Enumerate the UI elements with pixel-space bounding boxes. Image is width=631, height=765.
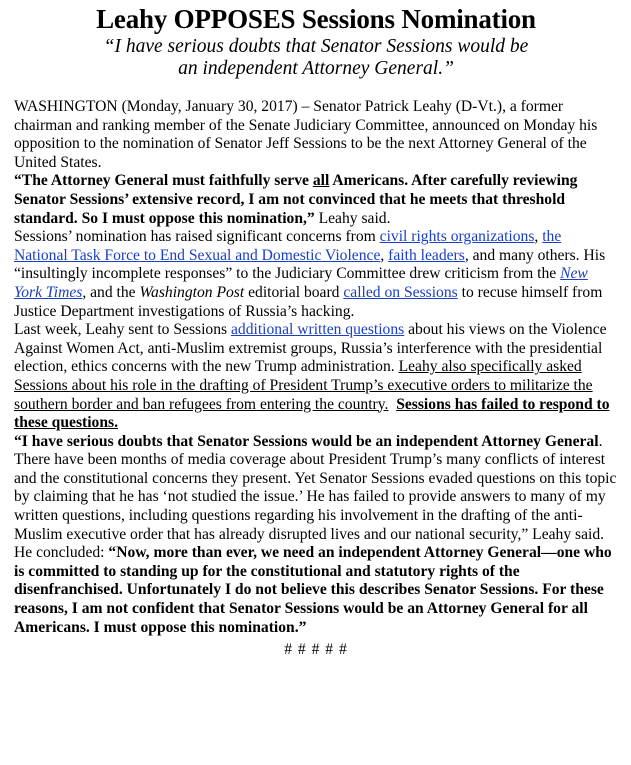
conclusion-quote-bold: “Now, more than ever, we need an independent Attorney General—one who is committed to standing up for the constitutional and statutory rights of the disenfranchised. Unfortunately I do not believe this describes Senator Sessions. For these reasons, I am not confident that Senator Sessions would be an Attorney General for all Americans. I must oppose this nomination.” xyxy=(14,544,612,636)
link-additional-written-questions[interactable]: additional written questions xyxy=(230,321,405,339)
link-faith-leaders[interactable]: faith leaders xyxy=(388,246,465,264)
link-new-york-times[interactable]: New York Times xyxy=(14,265,588,301)
leahy-quote-paragraph: “The Attorney General must faithfully serve all Americans. After carefully reviewing Senator Sessions’ extensive record, I am not convinced that he meets that threshold standard. So I must oppose this nomination,” Leahy said. xyxy=(14,172,578,227)
link-called-on-sessions[interactable]: called on Sessions xyxy=(343,283,458,301)
end-mark: # # # # # xyxy=(284,641,348,659)
emphasis-all: all xyxy=(312,172,330,190)
subtitle-quote xyxy=(14,36,618,80)
serious-doubts-paragraph: “I have serious doubts that Senator Sessions would be an independent Attorney General. There have been months of media coverage about President Trump’s many conflicts of interest and the constitutional concerns they present. Yet Senator Sessions evaded questions on this topic by claiming that he has ‘not studied the issue.’ He has failed to provide answers to many of my written questions, including questions regarding his involvement in the drafting of the anti-Muslim executive order that has already disrupted lives and our national security,” Leahy said. xyxy=(14,432,617,543)
washington-post-title: Washington Post xyxy=(139,283,245,301)
concerns-paragraph: Sessions’ nomination has raised significant concerns from civil rights organizations, the National Task Force to End Sexual and Domestic Violence, faith leaders, and many others. His “insultingly incomplete responses” to the Judiciary Committee drew criticism from the New York Times, and the Washington Post editorial board called on Sessions to recuse himself from Justice Department investigations of Russia’s hacking. xyxy=(14,228,606,320)
link-civil-rights-organizations[interactable]: civil rights organizations xyxy=(379,228,535,246)
subtitle-line-2: an independent Attorney General.” xyxy=(178,58,454,79)
dateline-paragraph: WASHINGTON (Monday, January 30, 2017) – Senator Patrick Leahy (D-Vt.), a former chairman and ranking member of the Senate Judiciary Committee, announced on Monday his opposition to the nomination of Senator Jeff Sessions to be the next Attorney General of the United States. xyxy=(14,98,598,171)
written-questions-paragraph: Last week, Leahy sent to Sessions additional written questions about his views on the Violence Against Women Act, anti-Muslim extremist groups, Russia’s interference with the presidential election, ethics concerns with the new Trump administration. Leahy also specifically asked Sessions about his role in the drafting of President Trump’s executive orders to militarize the southern border and ban refugees from entering the country. Sessions has failed to respond to these questions. xyxy=(14,321,610,432)
page-title: Leahy OPPOSES Sessions Nomination xyxy=(96,4,536,34)
leahy-quote-bold: “The Attorney General must faithfully serve all Americans. After carefully reviewing Senator Sessions’ extensive record, I am not convinced that he meets that threshold standard. So I must oppose this nomination,” xyxy=(14,172,578,227)
failed-to-respond-sentence: Sessions has failed to respond to these questions. xyxy=(14,395,610,432)
executive-orders-sentence: Leahy also specifically asked Sessions about his role in the drafting of President Trump’s executive orders to militarize the southern border and ban refugees from entering the country. xyxy=(14,358,593,413)
serious-doubts-bold: “I have serious doubts that Senator Sessions would be an independent Attorney General xyxy=(14,432,599,450)
release-body xyxy=(14,98,618,660)
subtitle-line-1: “I have serious doubts that Senator Sessions would be xyxy=(103,36,529,57)
conclusion-paragraph: He concluded: “Now, more than ever, we need an independent Attorney General—one who is committed to standing up for the constitutional and statutory rights of the disenfranchised. Unfortunately I do not believe this describes Senator Sessions. For these reasons, I am not confident that Senator Sessions would be an Attorney General for all Americans. I must oppose this nomination.” xyxy=(14,544,612,636)
link-national-task-force[interactable]: the National Task Force to End Sexual and Domestic Violence xyxy=(14,228,562,264)
press-release xyxy=(14,4,618,660)
